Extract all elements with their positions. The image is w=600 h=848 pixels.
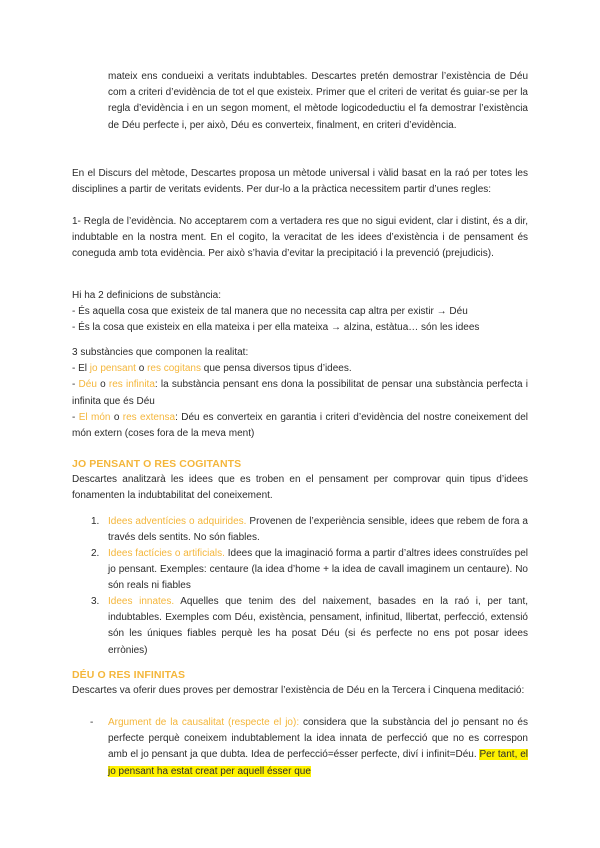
argument-causalitat-item <box>90 715 529 780</box>
discurs-paragraph: En el Discurs del mètode, Descartes proposa un mètode universal i vàlid basat en la raó per totes les disciplines a partir de veritats evidents. Per dur-lo a la pràctica necessitem partir d’unes regles: <box>72 168 528 196</box>
idea-item-3 <box>91 594 528 659</box>
el-mon-term: El món <box>78 411 111 423</box>
res-cogitans-term: res cogitans <box>147 363 201 375</box>
heading-jo-pensant: JO PENSANT O RES COGITANTS <box>72 458 242 470</box>
intro-continuation: mateix ens condueixi a veritats indubtables. Descartes pretén demostrar l’existència de Déu com a criteri d’evidència de tot el que existeix. Primer que el criteri de veritat és guiar-se per la regla d’evidència i en un segon moment, el mètode logicodeductiu el fa demostrar l’existència de Déu perfecte i, per això, Déu es converteix, finalment, en criteri d’evidència. <box>108 71 528 131</box>
deu-paragraph: Descartes va oferir dues proves per demostrar l’existència de Déu en la Tercera i Cinquena meditació: <box>72 685 525 696</box>
idea-item-number: 3. <box>91 596 100 607</box>
idea-item-2 <box>91 546 528 595</box>
idea-item-label: Idees adventícies o adquirides. <box>108 516 247 527</box>
argument-label: Argument de la causalitat (respecte el jo): <box>108 717 300 728</box>
definicions-block <box>72 288 528 337</box>
heading-deu: DÉU O RES INFINITAS <box>72 669 186 681</box>
idea-item-number: 2. <box>91 548 100 559</box>
idea-item-text: Provenen de l’experiència sensible, idees que rebem de fora a través dels sentits. No són fiables. <box>108 516 528 544</box>
highlighted-text: Per tant, el jo pensant ha estat creat per aquell ésser que <box>108 749 529 777</box>
jo-pensant-paragraph: Descartes analitzarà les idees que es troben en el pensament per comprovar quin tipus d’idees fonamenten la indubtabilitat del coneixement. <box>72 474 528 502</box>
idea-item-text: Aquelles que tenim des del naixement, basades en la raó i, per tant, indubtables. Exemples com Déu, existència, pensament, infinitud, llibertat, perfecció, extensió són les úniques fiables perquè les ha posat Déu (si és perfecte no ens pot posar idees errònies) <box>108 596 528 656</box>
argument-text: considera que la substància del jo pensant no és perfecte perquè coneixem indubtablement la idea innata de perfecció que no es correspon amb el jo pensant ja que dubta. Idea de perfecció=ésser perfecte, diví i infinit=Déu. <box>108 717 528 761</box>
res-extensa-term: res extensa <box>122 411 176 423</box>
substancia-item-1: - El jo pensant o res cogitans que pensa diversos tipus d’idees. <box>72 363 352 375</box>
deu-term: Déu <box>78 379 97 391</box>
regla-evidencia-paragraph: 1- Regla de l’evidència. No acceptarem com a vertadera res que no sigui evident, clar i distint, és a dir, indubtable en la nostra ment. En el cogito, la veracitat de les idees d’existència i de pensament és coneguda amb tota evidència. Per això s’havia d’evitar la precipitació i la prevenció (prejudicis). <box>72 216 528 260</box>
definicions-title: Hi ha 2 definicions de substància: <box>72 290 221 301</box>
idea-item-label: Idees factícies o artificials. <box>108 548 225 559</box>
substancia-item-3: - El món o res extensa: Déu es converteix en garantia i criteri d’evidència del nostre coneixement del món extern (coses fora de la meva ment) <box>72 411 529 440</box>
substancies-block <box>72 345 528 442</box>
idea-item-number: 1. <box>91 516 100 527</box>
substancies-title: 3 substàncies que componen la realitat: <box>72 347 249 358</box>
jo-pensant-term: jo pensant <box>89 363 136 375</box>
idea-item-label: Idees innates. <box>108 596 175 607</box>
idea-item-1 <box>91 514 528 546</box>
definicio-item-2: - És la cosa que existeix en ella mateixa i per ella mateixa → alzina, estàtua… són les idees <box>72 322 480 334</box>
definicio-item-1: - És aquella cosa que existeix de tal manera que no necessita cap altra per existir → Déu <box>72 306 468 318</box>
substancia-item-2: - Déu o res infinita: la substància pensant ens dona la possibilitat de pensar una substància perfecta i infinita que és Déu <box>72 379 528 407</box>
res-infinita-term: res infinita <box>108 379 155 391</box>
idea-item-text: Idees que la imaginació forma a partir d’altres idees construïdes pel jo pensant. Exemples: centaure (la idea d’home + la idea de cavall imaginem un centaure). No són reals ni fiables <box>108 548 528 592</box>
list-dash: - <box>90 717 94 728</box>
